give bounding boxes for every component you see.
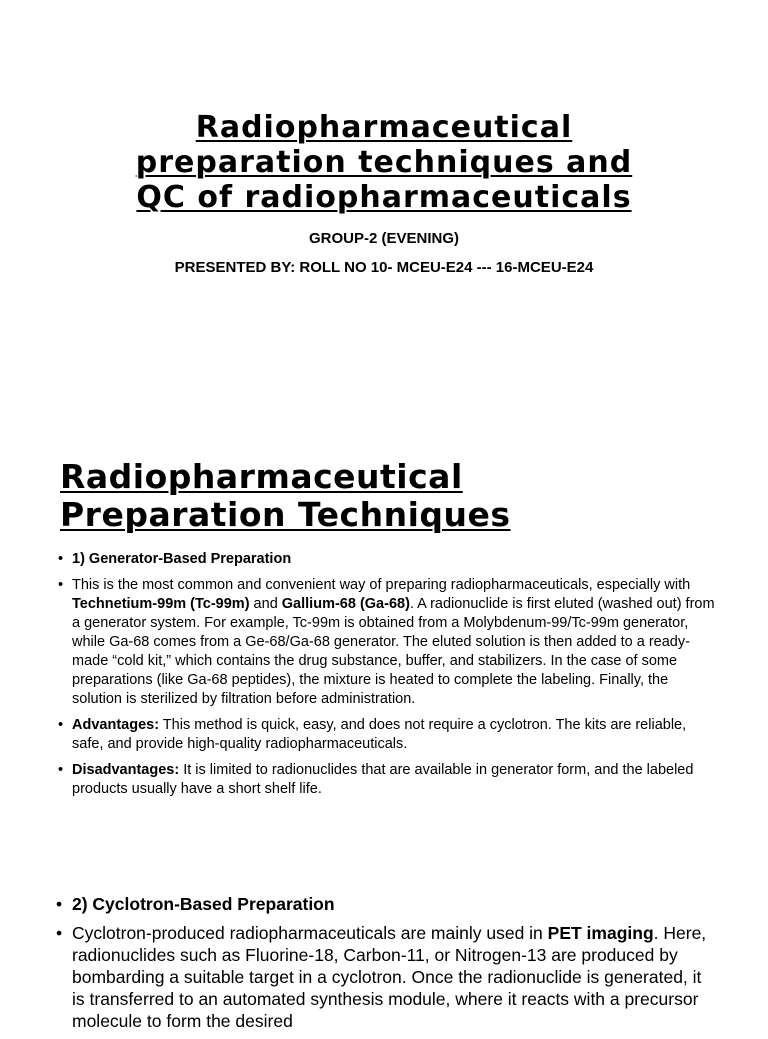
main-title bbox=[0, 110, 768, 215]
disadvantages-label: Disadvantages: bbox=[72, 762, 180, 778]
main-title-line-3: QC of radiopharmaceuticals bbox=[136, 180, 632, 215]
title-slide bbox=[0, 0, 768, 384]
list-item bbox=[58, 550, 718, 569]
group-label: GROUP-2 (EVENING) bbox=[308, 230, 459, 247]
main-title-line-1: Radiopharmaceutical bbox=[195, 110, 573, 145]
list-item: • Cyclotron-produced radiopharmaceuticals are mainly used in PET imaging. Here, radionuclides such as Fluorine-18, Carbon-11, or Nitrogen-13 are produced by bombarding a suitable target in a cyclotron. Once the radionuclide is generated, it is transferred to an automated synthesis module, where it reacts with a precursor molecule to form the desired bbox=[58, 922, 708, 1032]
presenter-line: PRESENTED BY: ROLL NO 10- MCEU-E24 --- 16-MCEU-E24 bbox=[174, 259, 594, 276]
advantages-label: Advantages: bbox=[72, 717, 160, 733]
list-item: • Advantages: This method is quick, easy, and does not require a cyclotron. The kits are reliable, safe, and provide high-quality radiopharmaceuticals. bbox=[58, 716, 718, 754]
cyclotron-bullet-list bbox=[58, 893, 708, 1039]
generator-heading: 1) Generator-Based Preparation bbox=[72, 551, 292, 567]
cyclotron-heading: 2) Cyclotron-Based Preparation bbox=[72, 894, 335, 914]
main-title-line-2: preparation techniques and bbox=[135, 145, 633, 180]
generator-bullet-list bbox=[58, 550, 718, 806]
list-item: • This is the most common and convenient way of preparing radiopharmaceuticals, especially with Technetium-99m (Tc-99m) and Gallium-68 (Ga-68). A radionuclide is first eluted (washed out) from a generator system. For example, Tc-99m is obtained from a Molybdenum-99/Tc-99m generator, while Ga-68 comes from a Ge-68/Ga-68 generator. The eluted solution is then added to a ready-made “cold kit,” which contains the drug substance, buffer, and stabilizers. In the case of some preparations (like Ga-68 peptides), the mixture is heated to complete the labeling. Finally, the solution is sterilized by filtration before administration. bbox=[58, 576, 718, 709]
section-title-line-2: Preparation Techniques bbox=[60, 495, 511, 534]
content-slide bbox=[0, 384, 768, 1031]
section-title bbox=[60, 458, 511, 534]
section-title-line-1: Radiopharmaceutical bbox=[60, 457, 463, 496]
list-item bbox=[58, 893, 708, 915]
list-item: • Disadvantages: It is limited to radionuclides that are available in generator form, and the labeled products usually have a short shelf life. bbox=[58, 761, 718, 799]
